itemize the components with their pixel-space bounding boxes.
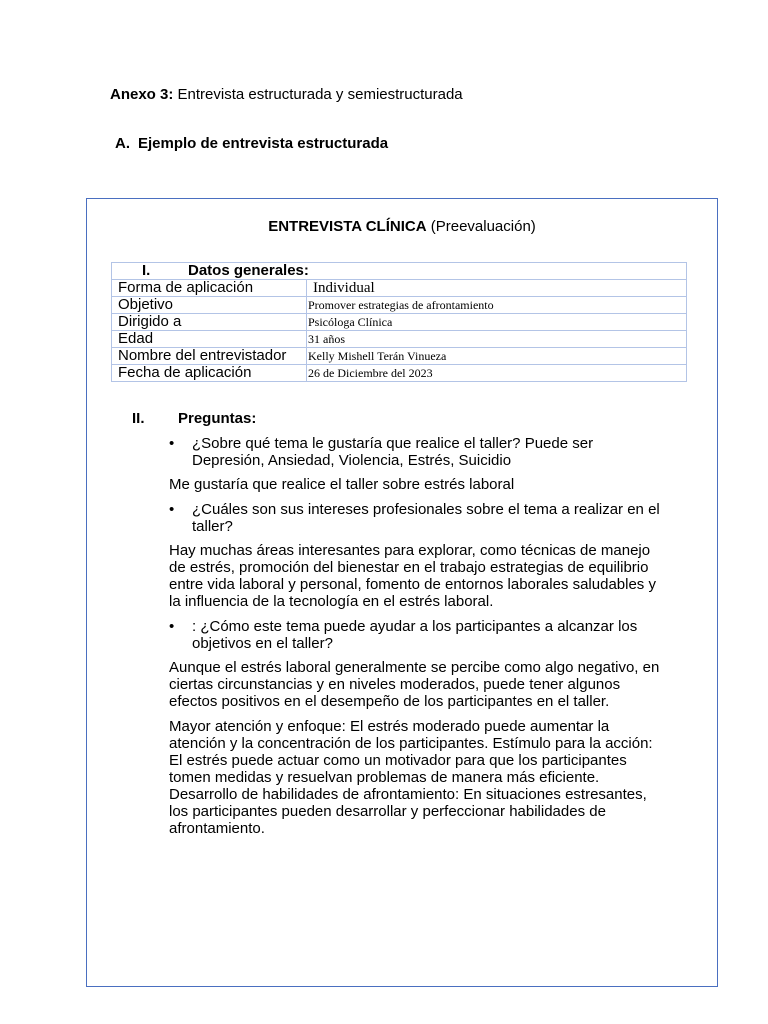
annex-heading <box>110 86 463 103</box>
table-row <box>112 331 687 348</box>
bullet-icon: • <box>169 501 175 518</box>
row-label: Dirigido a <box>112 314 307 331</box>
interview-frame <box>86 198 718 987</box>
datos-header-cell <box>112 263 687 280</box>
row-label: Fecha de aplicación <box>112 365 307 382</box>
preguntas-content <box>169 435 669 845</box>
answer-3a: Aunque el estrés laboral generalmente se percibe como algo negativo, en ciertas circunstancias y en niveles moderados, puede tener algunos efectos positivos en el desempeño de los participantes en el taller. <box>169 659 660 710</box>
row-value: Psicóloga Clínica <box>307 314 687 331</box>
table-row <box>112 365 687 382</box>
row-value: Individual <box>307 280 687 297</box>
table-row <box>112 280 687 297</box>
row-value: 31 años <box>307 331 687 348</box>
interview-title-rest: (Preevaluación) <box>426 218 536 235</box>
datos-generales-table <box>111 262 687 382</box>
question-2-text: ¿Cuáles son sus intereses profesionales sobre el tema a realizar en el taller? <box>192 501 660 535</box>
table-row <box>112 297 687 314</box>
datos-number: I. <box>142 262 151 279</box>
datos-header-row <box>112 263 687 280</box>
row-label: Forma de aplicación <box>112 280 307 297</box>
answer-1: Me gustaría que realice el taller sobre estrés laboral <box>169 476 515 493</box>
annex-text: Entrevista estructurada y semiestructurada <box>173 86 463 103</box>
question-1 <box>169 435 669 469</box>
interview-title <box>87 218 717 235</box>
preguntas-title: Preguntas: <box>178 410 257 427</box>
row-label: Objetivo <box>112 297 307 314</box>
bullet-icon: • <box>169 618 175 635</box>
section-a-heading <box>115 135 388 152</box>
answer-3b: Mayor atención y enfoque: El estrés moderado puede aumentar la atención y la concentración de los participantes. Estímulo para la acción: El estrés puede actuar como un motivador para que los participantes tomen medidas y resuelvan problemas de manera más eficiente. Desarrollo de habilidades de afrontamiento: En situaciones estresantes, los participantes pueden desarrollar y perfeccionar habilidades de afrontamiento. <box>169 718 653 837</box>
row-label: Edad <box>112 331 307 348</box>
row-value: Kelly Mishell Terán Vinueza <box>307 348 687 365</box>
section-a-marker: A. <box>115 135 130 152</box>
question-1-text: ¿Sobre qué tema le gustaría que realice el taller? Puede ser Depresión, Ansiedad, Violencia, Estrés, Suicidio <box>192 435 594 469</box>
table-row <box>112 348 687 365</box>
row-value: 26 de Diciembre del 2023 <box>307 365 687 382</box>
section-a-title: Ejemplo de entrevista estructurada <box>138 135 389 152</box>
question-3-text: : ¿Cómo este tema puede ayudar a los participantes a alcanzar los objetivos en el taller? <box>192 618 638 652</box>
table-row <box>112 314 687 331</box>
question-2 <box>169 501 669 535</box>
answer-2: Hay muchas áreas interesantes para explorar, como técnicas de manejo de estrés, promoción del bienestar en el trabajo estrategias de equilibrio entre vida laboral y personal, fomento de entornos laborales saludables y la influencia de la tecnología en el estrés laboral. <box>169 542 656 610</box>
datos-title: Datos generales: <box>188 262 309 279</box>
annex-label: Anexo 3: <box>110 86 174 103</box>
row-label: Nombre del entrevistador <box>112 348 307 365</box>
preguntas-heading <box>132 410 256 427</box>
row-value: Promover estrategias de afrontamiento <box>307 297 687 314</box>
preguntas-number: II. <box>132 410 145 427</box>
bullet-icon: • <box>169 435 175 452</box>
interview-title-bold: ENTREVISTA CLÍNICA <box>268 218 427 235</box>
question-3 <box>169 618 669 652</box>
